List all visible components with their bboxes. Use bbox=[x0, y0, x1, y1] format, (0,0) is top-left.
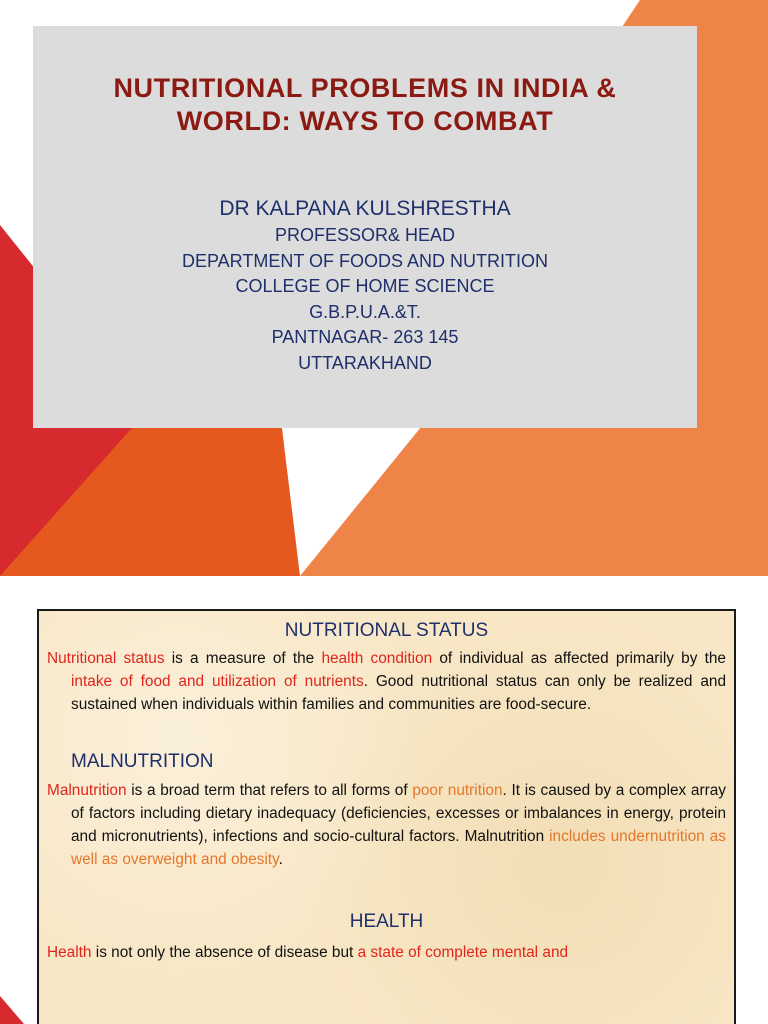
term-malnutrition: Malnutrition bbox=[47, 781, 127, 799]
nutritional-status-heading: NUTRITIONAL STATUS bbox=[284, 620, 489, 641]
text-span: . It is caused by a complex array of factors including dietary inadequacy (deficiencies, excesses or imbalances in energy, protein and micronutrients), infections and socio-cultural factors. Malnutrition bbox=[71, 781, 726, 846]
affiliation-line: UTTARAKHAND bbox=[298, 352, 432, 373]
affiliation-line: COLLEGE OF HOME SCIENCE bbox=[235, 276, 495, 297]
text-span: . Good nutritional status can only be realized and sustained when individuals within families and communities are food-secure. bbox=[71, 673, 726, 714]
content-box bbox=[37, 609, 736, 1024]
text-span: . bbox=[278, 851, 283, 869]
term-poor-nutrition: poor nutrition bbox=[412, 781, 503, 799]
affiliation-line: PANTNAGAR- 263 145 bbox=[271, 327, 459, 348]
author-name: DR KALPANA KULSHRESTHA bbox=[219, 197, 511, 220]
presentation-title bbox=[33, 72, 697, 138]
text-span: of individual as affected primarily by the bbox=[432, 650, 726, 667]
health-heading: HEALTH bbox=[349, 911, 424, 933]
health-paragraph bbox=[47, 941, 726, 964]
term-nutritional-status: Nutritional status bbox=[47, 650, 165, 667]
nutritional-status-paragraph bbox=[47, 647, 726, 717]
content-slide bbox=[0, 576, 768, 1024]
corner-accent bbox=[0, 996, 24, 1024]
term-health: Health bbox=[47, 944, 92, 962]
term-undernutrition-obesity: includes undernutrition as well as overweight and obesity bbox=[71, 828, 726, 869]
term-complete-state: a state of complete mental and bbox=[357, 944, 569, 962]
malnutrition-paragraph bbox=[47, 779, 726, 872]
text-span: is a measure of the bbox=[164, 650, 322, 667]
title-line-2: WORLD: WAYS TO COMBAT bbox=[176, 106, 554, 136]
affiliation-line: G.B.P.U.A.&T. bbox=[309, 301, 421, 322]
term-intake-of-food: intake of food and utilization of nutrients bbox=[71, 673, 364, 691]
text-span: is not only the absence of disease but bbox=[91, 944, 358, 962]
title-card bbox=[33, 26, 697, 428]
affiliation-line: PROFESSOR& HEAD bbox=[274, 225, 456, 245]
text-span: is a broad term that refers to all forms of bbox=[126, 781, 413, 799]
term-health-condition: health condition bbox=[321, 650, 433, 667]
affiliation-line: DEPARTMENT OF FOODS AND NUTRITION bbox=[181, 250, 549, 271]
malnutrition-heading: MALNUTRITION bbox=[71, 750, 214, 772]
title-line-1: NUTRITIONAL PROBLEMS IN INDIA & bbox=[113, 73, 617, 103]
